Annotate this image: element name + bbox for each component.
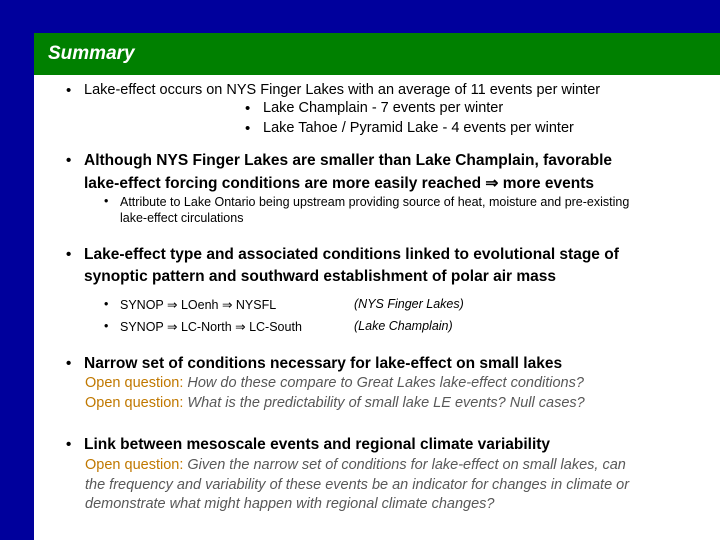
bullet-marker: • (66, 436, 72, 453)
open-question-text: What is the predictability of small lake LE events? Null cases? (183, 395, 585, 411)
open-question-text: Given the narrow set of conditions for lake-effect on small lakes, can (183, 457, 626, 473)
top-border-bar (0, 0, 720, 33)
bullet-marker: • (104, 319, 109, 333)
bullet-2-line-2: lake-effect forcing conditions are more easily reached ⇒ more events (84, 175, 595, 192)
open-question-label: Open question: (85, 395, 184, 411)
bullet-marker: • (66, 152, 72, 169)
title-bar (34, 33, 720, 75)
left-border-bar (0, 0, 34, 540)
bullet-2-sub-line-2: lake-effect circulations (120, 211, 244, 225)
bullet-marker: • (66, 355, 72, 372)
open-question-text: How do these compare to Great Lakes lake-effect conditions? (183, 375, 584, 391)
bullet-1-sub-2: Lake Tahoe / Pyramid Lake - 4 events per winter (263, 120, 574, 136)
bullet-3-line-2: synoptic pattern and southward establishment of polar air mass (84, 268, 556, 285)
bullet-2-line-1: Although NYS Finger Lakes are smaller than Lake Champlain, favorable (84, 152, 613, 169)
open-question-1 (85, 375, 584, 391)
synop-flow-1: SYNOP ⇒ LOenh ⇒ NYSFL (120, 298, 277, 312)
bullet-marker: • (104, 194, 109, 208)
bullet-3-line-1: Lake-effect type and associated conditions linked to evolutional stage of (84, 246, 619, 263)
slide-content (34, 75, 720, 540)
bullet-marker: • (66, 82, 72, 99)
slide-title: Summary (48, 43, 135, 64)
bullet-1-sub-1: Lake Champlain - 7 events per winter (263, 100, 504, 116)
bullet-1-text: Lake-effect occurs on NYS Finger Lakes with an average of 11 events per winter (84, 82, 601, 98)
open-question-3-line-1 (85, 457, 626, 473)
bullet-marker: • (245, 100, 251, 117)
open-question-3-line-3: demonstrate what might happen with regional climate changes? (85, 496, 495, 512)
open-question-label: Open question: (85, 375, 184, 391)
bullet-4-text: Narrow set of conditions necessary for lake-effect on small lakes (84, 355, 563, 372)
synop-note-2: (Lake Champlain) (354, 319, 453, 333)
bullet-marker: • (66, 246, 72, 263)
open-question-label: Open question: (85, 457, 184, 473)
open-question-3-line-2: the frequency and variability of these events be an indicator for changes in climate or (85, 477, 630, 493)
synop-note-1: (NYS Finger Lakes) (354, 297, 464, 311)
bullet-marker: • (245, 120, 251, 137)
bullet-2-sub-line-1: Attribute to Lake Ontario being upstream providing source of heat, moisture and pre-existing (120, 195, 630, 209)
open-question-2 (85, 395, 585, 411)
synop-flow-2: SYNOP ⇒ LC-North ⇒ LC-South (120, 320, 302, 334)
bullet-5-text: Link between mesoscale events and regional climate variability (84, 436, 551, 453)
bullet-marker: • (104, 297, 109, 311)
